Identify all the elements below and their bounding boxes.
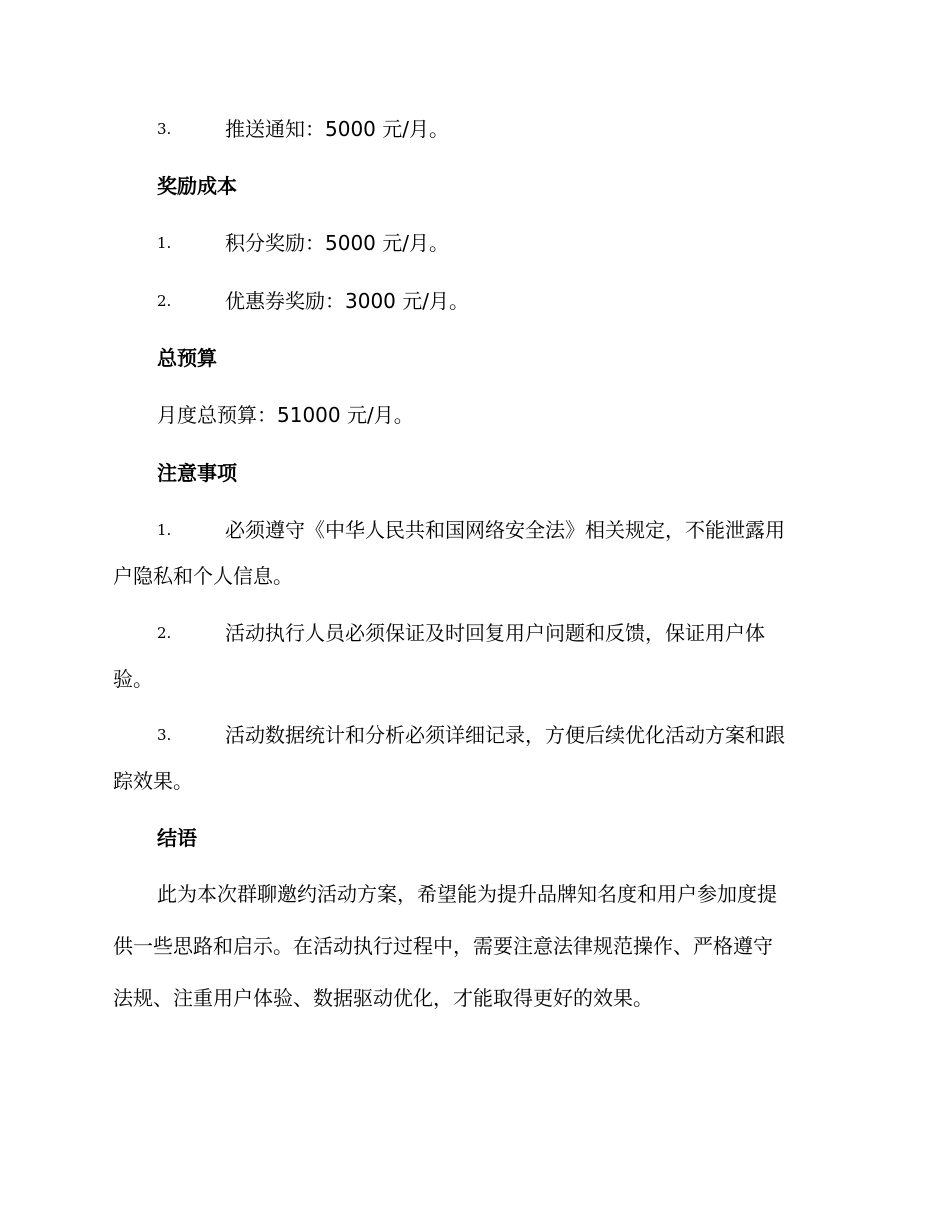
paragraph-line: 法规、注重用户体验、数据驱动优化，才能取得更好的效果。 bbox=[113, 986, 653, 1010]
note-text-continued: 验。 bbox=[113, 667, 153, 691]
note-text: 活动执行人员必须保证及时回复用户问题和反馈，保证用户体 bbox=[225, 621, 765, 645]
note-item-1 bbox=[113, 507, 833, 599]
note-item-2 bbox=[113, 610, 833, 702]
list-number: 3. bbox=[157, 726, 172, 744]
paragraph-line: 供一些思路和启示。在活动执行过程中，需要注意法律规范操作、严格遵守 bbox=[113, 934, 773, 958]
note-text-continued: 踪效果。 bbox=[113, 769, 193, 793]
list-number: 3. bbox=[157, 120, 172, 138]
list-number: 2. bbox=[157, 624, 172, 642]
heading-conclusion: 结语 bbox=[157, 826, 197, 850]
paragraph-line: 此为本次群聊邀约活动方案，希望能为提升品牌知名度和用户参加度提 bbox=[157, 882, 777, 906]
heading-notes: 注意事项 bbox=[157, 461, 237, 485]
note-item-3 bbox=[113, 712, 833, 804]
list-text: 积分奖励：5000 元/月。 bbox=[225, 231, 449, 255]
conclusion-paragraph bbox=[113, 868, 833, 1024]
note-text: 必须遵守《中华人民共和国网络安全法》相关规定，不能泄露用 bbox=[225, 518, 785, 542]
heading-total-budget: 总预算 bbox=[157, 346, 217, 370]
list-text: 优惠券奖励：3000 元/月。 bbox=[225, 289, 469, 313]
list-number: 1. bbox=[157, 521, 172, 539]
total-budget-line: 月度总预算：51000 元/月。 bbox=[157, 403, 414, 427]
heading-reward-cost: 奖励成本 bbox=[157, 174, 237, 198]
note-text: 活动数据统计和分析必须详细记录，方便后续优化活动方案和跟 bbox=[225, 723, 785, 747]
list-number: 1. bbox=[157, 234, 172, 252]
list-number: 2. bbox=[157, 292, 172, 310]
note-text-continued: 户隐私和个人信息。 bbox=[113, 564, 293, 588]
list-text: 推送通知：5000 元/月。 bbox=[225, 117, 449, 141]
